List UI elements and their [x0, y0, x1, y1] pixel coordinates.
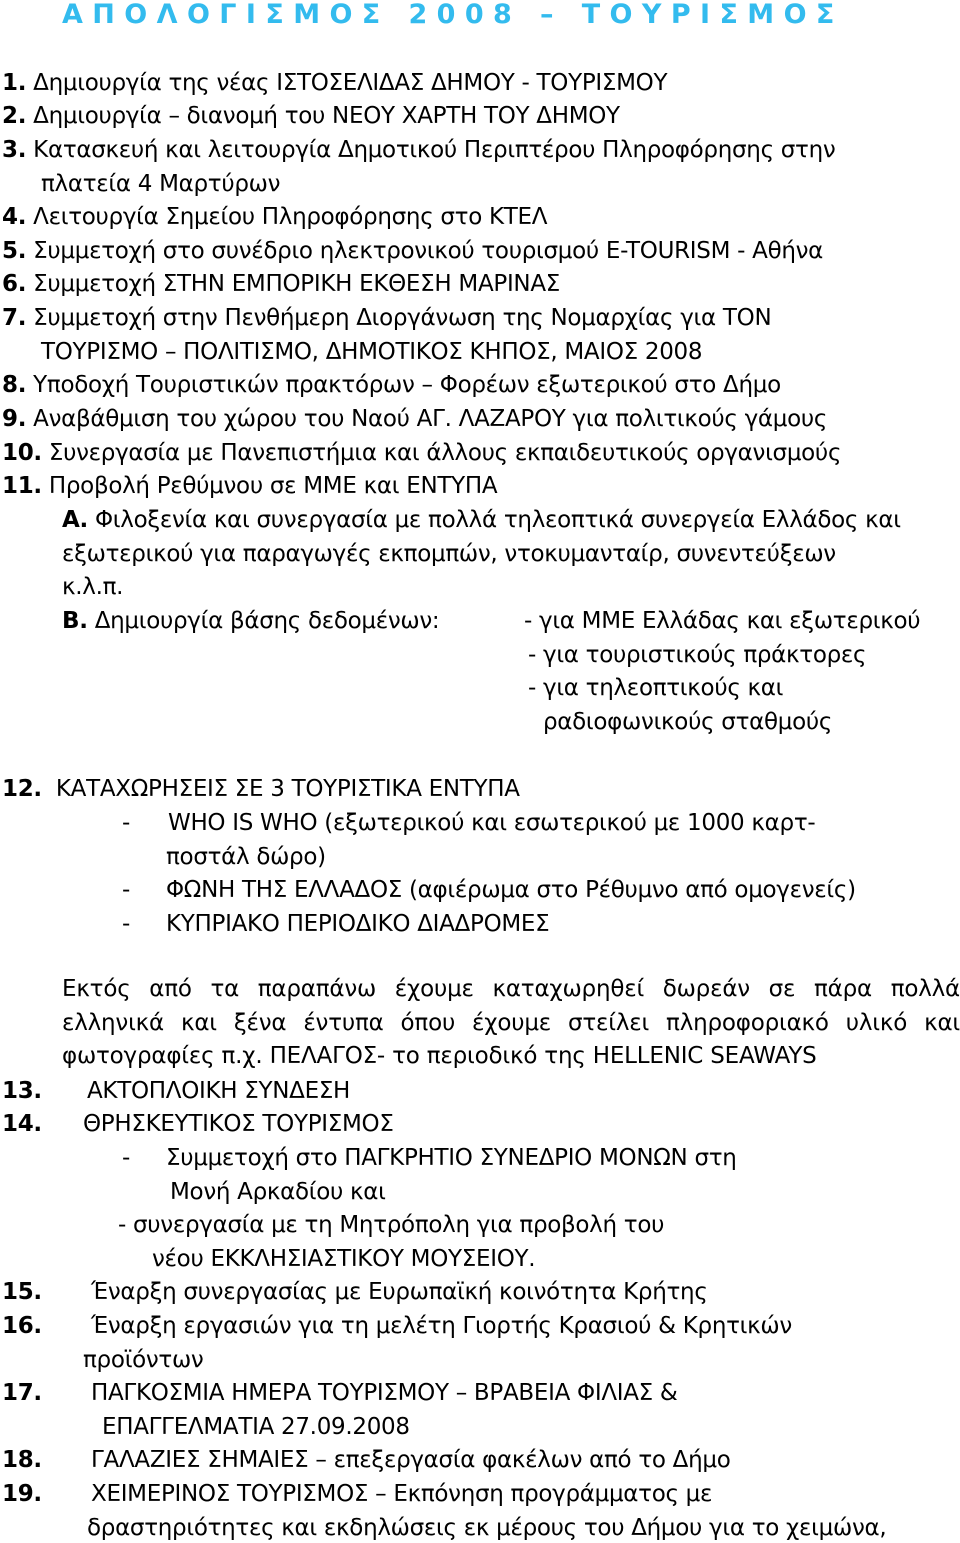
- sub-label: Α.: [62, 507, 88, 533]
- page-title: ΑΠΟΛΟΓΙΣΜΟΣ 2008 – ΤΟΥΡΙΣΜΟΣ: [62, 0, 844, 30]
- item-text: Έναρξη εργασιών για τη μελέτη Γιορτής Κρασιού & Κρητικών: [91, 1313, 792, 1339]
- sub-text: Δημιουργία βάσης δεδομένων:: [94, 608, 440, 634]
- item-text: Έναρξη συνεργασίας με Ευρωπαϊκή κοινότητα Κρήτης: [91, 1279, 708, 1305]
- item-number: 11.: [2, 473, 42, 499]
- list-item: [2, 775, 520, 803]
- paragraph-line: Εκτός από τα παραπάνω έχουμε καταχωρηθεί δωρεάν σε πάρα πολλά: [62, 976, 960, 1002]
- item-continuation: προϊόντων: [83, 1347, 204, 1373]
- list-item: [2, 304, 771, 332]
- item-continuation: δραστηριότητες και εκδηλώσεις εκ μέρους του Δήμου για το χειμώνα,: [87, 1515, 887, 1541]
- list-item: [2, 203, 547, 231]
- dash-marker: -: [122, 810, 130, 836]
- sub-text: Φιλοξενία και συνεργασία με πολλά τηλεοπτικά συνεργεία Ελλάδος και: [94, 507, 901, 533]
- list-item: [2, 1110, 42, 1138]
- item-text: Συμμετοχή στο συνέδριο ηλεκτρονικού τουρισμού E-TOURISM - Αθήνα: [33, 238, 824, 264]
- item-number: 15.: [2, 1279, 42, 1305]
- item-continuation: ΤΟΥΡΙΣΜΟ – ΠΟΛΙΤΙΣΜΟ, ΔΗΜΟΤΙΚΟΣ ΚΗΠΟΣ, ΜΑΙΟΣ 2008: [41, 339, 703, 365]
- item-number: 16.: [2, 1313, 42, 1339]
- list-item: [2, 472, 497, 500]
- item-number: 8.: [2, 372, 27, 398]
- item-text: Υποδοχή Τουριστικών πρακτόρων – Φορέων εξωτερικού στο Δήμο: [33, 372, 781, 398]
- sub-text: ΚΥΠΡΙΑΚΟ ΠΕΡΙΟΔΙΚΟ ΔΙΑΔΡΟΜΕΣ: [166, 911, 550, 937]
- sub-text: - συνεργασία με τη Μητρόπολη για προβολή του: [118, 1212, 665, 1238]
- list-item: [2, 1379, 42, 1407]
- list-item: [2, 1480, 42, 1508]
- database-list-item: - για ΜΜΕ Ελλάδας και εξωτερικού: [524, 608, 921, 634]
- sub-item-b: [62, 607, 439, 635]
- item-text: Προβολή Ρεθύμνου σε ΜΜΕ και ΕΝΤΥΠΑ: [48, 473, 498, 499]
- item-number: 5.: [2, 238, 27, 264]
- item-number: 17.: [2, 1380, 42, 1406]
- database-list-item: - για τηλεοπτικούς και: [528, 675, 784, 701]
- item-text: ΓΑΛΑΖΙΕΣ ΣΗΜΑΙΕΣ – επεξεργασία φακέλων από το Δήμο: [91, 1447, 731, 1473]
- item-number: 13.: [2, 1078, 42, 1104]
- item-number: 7.: [2, 305, 27, 331]
- list-item: [2, 136, 835, 164]
- list-item: [2, 69, 667, 97]
- sub-continuation: εξωτερικού για παραγωγές εκπομπών, ντοκυμανταίρ, συνεντεύξεων: [62, 541, 836, 567]
- paragraph-line: φωτογραφίες π.χ. ΠΕΛΑΓΟΣ- το περιοδικό της HELLENIC SEAWAYS: [62, 1043, 817, 1069]
- item-text: Δημιουργία – διανομή του ΝΕΟΥ ΧΑΡΤΗ ΤΟΥ ΔΗΜΟΥ: [33, 103, 620, 129]
- item-text: Αναβάθμιση του χώρου του Ναού ΑΓ. ΛΑΖΑΡΟΥ για πολιτικούς γάμους: [33, 406, 828, 432]
- item-continuation: ΕΠΑΓΓΕΛΜΑΤΙΑ 27.09.2008: [102, 1414, 410, 1440]
- paragraph: [62, 973, 960, 1074]
- sub-text: WHO IS WHO (εξωτερικού και εσωτερικού με 1000 καρτ-: [168, 810, 816, 836]
- item-text: Συνεργασία με Πανεπιστήμια και άλλους εκπαιδευτικούς οργανισμούς: [48, 440, 842, 466]
- sub-label: Β.: [62, 608, 88, 634]
- list-item: [2, 371, 781, 399]
- sub-item-a: [62, 506, 901, 534]
- item-number: 12.: [2, 776, 42, 802]
- list-item: [2, 439, 841, 467]
- paragraph-line: ελληνικά και ξένα έντυπα όπου έχουμε στείλει πληροφοριακό υλικό και: [62, 1009, 960, 1036]
- item-number: 19.: [2, 1481, 42, 1507]
- sub-text: Συμμετοχή στο ΠΑΓΚΡΗΤΙΟ ΣΥΝΕΔΡΙΟ ΜΟΝΩΝ στη: [166, 1145, 737, 1171]
- item-text: ΑΚΤΟΠΛΟΙΚΗ ΣΥΝΔΕΣΗ: [87, 1078, 351, 1104]
- list-item: [2, 1278, 42, 1306]
- item-number: 4.: [2, 204, 27, 230]
- list-item: [2, 102, 620, 130]
- item-text: Δημιουργία της νέας ΙΣΤΟΣΕΛΙΔΑΣ ΔΗΜΟΥ - ΤΟΥΡΙΣΜΟΥ: [33, 70, 668, 96]
- item-text: ΚΑΤΑΧΩΡΗΣΕΙΣ ΣΕ 3 ΤΟΥΡΙΣΤΙΚΑ ΕΝΤΥΠΑ: [55, 776, 520, 802]
- dash-marker: -: [122, 1145, 130, 1171]
- sub-continuation: κ.λ.π.: [62, 574, 124, 600]
- list-item: [2, 1077, 42, 1105]
- dash-marker: -: [122, 911, 130, 937]
- database-list-item: ραδιοφωνικούς σταθμούς: [543, 709, 833, 735]
- item-continuation: πλατεία 4 Μαρτύρων: [41, 171, 281, 197]
- item-text: Συμμετοχή ΣΤΗΝ ΕΜΠΟΡΙΚΗ ΕΚΘΕΣΗ ΜΑΡΙΝΑΣ: [33, 271, 561, 297]
- item-number: 1.: [2, 70, 27, 96]
- list-item: [2, 1446, 42, 1474]
- item-text: ΘΡΗΣΚΕΥΤΙΚΟΣ ΤΟΥΡΙΣΜΟΣ: [83, 1111, 394, 1137]
- list-item: [2, 405, 827, 433]
- database-list-item: - για τουριστικούς πράκτορες: [528, 642, 867, 668]
- list-item: [2, 270, 560, 298]
- item-text: Συμμετοχή στην Πενθήμερη Διοργάνωση της Νομαρχίας για ΤΟΝ: [33, 305, 772, 331]
- item-number: 2.: [2, 103, 27, 129]
- item-number: 14.: [2, 1111, 42, 1137]
- item-text: ΧΕΙΜΕΡΙΝΟΣ ΤΟΥΡΙΣΜΟΣ – Εκπόνηση προγράμματος με: [91, 1481, 713, 1507]
- item-number: 10.: [2, 440, 42, 466]
- dash-marker: -: [122, 877, 130, 903]
- item-text: Κατασκευή και λειτουργία Δημοτικού Περιπτέρου Πληροφόρησης στην: [33, 137, 836, 163]
- item-number: 18.: [2, 1447, 42, 1473]
- sub-continuation: νέου ΕΚΚΛΗΣΙΑΣΤΙΚΟΥ ΜΟΥΣΕΙΟΥ.: [152, 1246, 536, 1272]
- sub-continuation: ποστάλ δώρο): [166, 844, 326, 870]
- list-item: [2, 1312, 42, 1340]
- item-number: 9.: [2, 406, 27, 432]
- item-text: Λειτουργία Σημείου Πληροφόρησης στο ΚΤΕΛ: [33, 204, 548, 230]
- list-item: [2, 237, 823, 265]
- item-number: 6.: [2, 271, 27, 297]
- item-text: ΠΑΓΚΟΣΜΙΑ ΗΜΕΡΑ ΤΟΥΡΙΣΜΟΥ – ΒΡΑΒΕΙΑ ΦΙΛΙΑΣ &: [91, 1380, 678, 1406]
- sub-text: ΦΩΝΗ ΤΗΣ ΕΛΛΑΔΟΣ (αφιέρωμα στο Ρέθυμνο από ομογενείς): [166, 877, 856, 903]
- sub-continuation: Μονή Αρκαδίου και: [170, 1179, 386, 1205]
- item-number: 3.: [2, 137, 27, 163]
